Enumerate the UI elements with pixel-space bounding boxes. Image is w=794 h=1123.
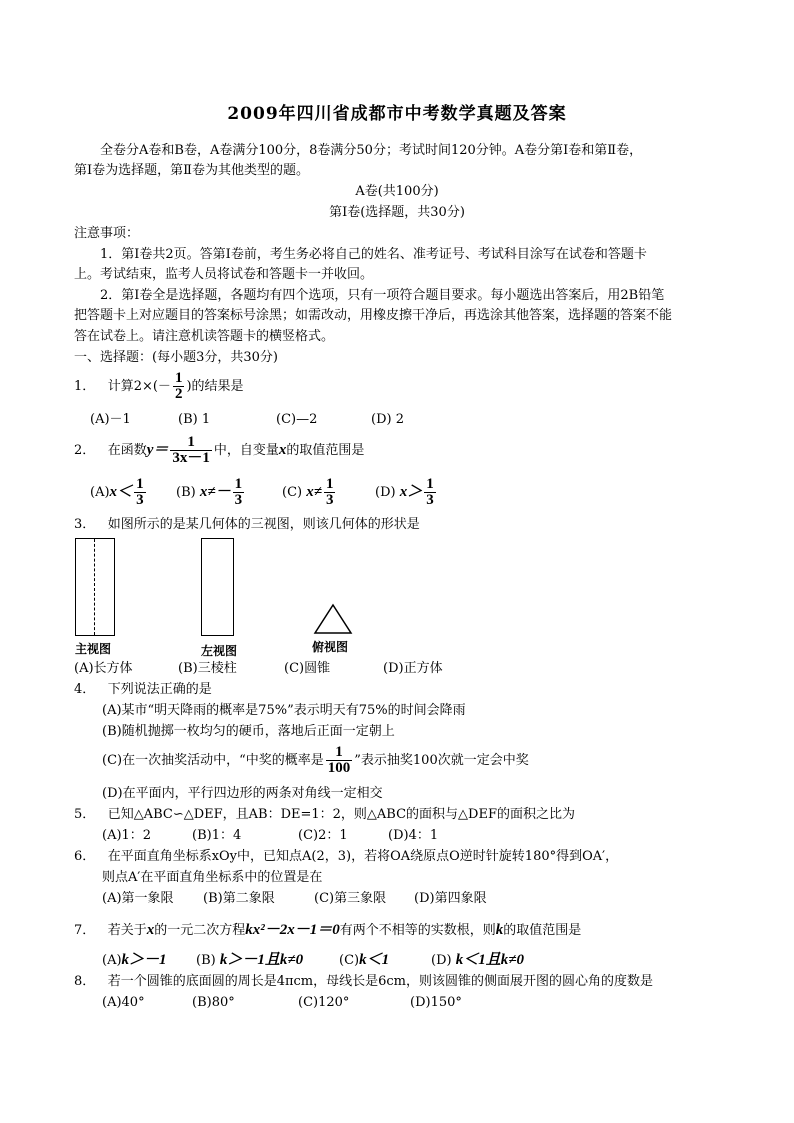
side-view-figure — [201, 538, 234, 636]
option-expr: x＞ — [399, 484, 423, 500]
question-3 — [74, 517, 420, 533]
question-number: 5． — [74, 807, 96, 822]
q1-option-d: (D) 2 — [371, 412, 404, 427]
fraction-numerator: 1 — [325, 476, 334, 492]
fraction — [134, 477, 146, 508]
q6-option-d: (D)第四象限 — [414, 891, 487, 906]
question-7-post2: 的取值范围是 — [503, 923, 582, 938]
front-view-figure — [75, 538, 115, 636]
fraction-denominator: 3 — [136, 492, 144, 508]
question-7-pre: 若关于 — [107, 923, 147, 938]
notice-1-line-1: 1．第Ⅰ卷共2页。答第Ⅰ卷前，考生务必将自己的姓名、准考证号、考试科目涂写在试卷和答题卡 — [100, 247, 647, 262]
q7-option-b — [196, 952, 303, 969]
option-label: (A) — [102, 953, 122, 968]
question-1-pre: 计算2×(－ — [107, 379, 171, 394]
q6-option-a: (A)第一象限 — [102, 891, 174, 906]
fraction — [324, 477, 336, 508]
q1-option-a: (A)－1 — [90, 412, 131, 427]
option-label: (C) — [339, 953, 360, 968]
q8-option-c: (C)120° — [298, 995, 350, 1010]
equation: kx²－2x－1＝0 — [245, 922, 340, 938]
option-expr: x≠－ — [199, 484, 231, 500]
option-label: (D) — [375, 485, 396, 500]
question-6-line-1: 在平面直角坐标系xOy中，已知点A(2，3)，若将OA绕原点O逆时针旋转180°得到OA′， — [107, 849, 619, 864]
q4-option-c — [102, 745, 529, 777]
question-7 — [74, 922, 581, 939]
option-expr: k＞－1且k≠0 — [219, 952, 304, 968]
question-2-post2: 的取值范围是 — [286, 443, 365, 458]
function-y: y＝ — [146, 442, 169, 458]
q4-option-a: (A)某市“明天降雨的概率是75%”表示明天有75%的时间会降雨 — [102, 703, 466, 718]
fraction-numerator: 1 — [426, 476, 434, 492]
q6-option-b: (B)第二象限 — [203, 891, 275, 906]
q8-option-b: (B)80° — [192, 995, 235, 1010]
question-8 — [74, 974, 653, 990]
front-view-caption: 主视图 — [75, 642, 112, 656]
notice-2-line-1: 2．第Ⅰ卷全是选择题，各题均有四个选项，只有一项符合题目要求。每小题选出答案后，用2B铅笔 — [100, 288, 665, 303]
part-heading: 一、选择题：(每小题3分，共30分) — [74, 350, 278, 365]
fraction-numerator: 1 — [326, 745, 353, 761]
notice-2-line-2: 把答题卡上对应题目的答案标号涂黑；如需改动，用橡皮擦干净后，再选涂其他答案，选择题的答案不能 — [74, 308, 673, 323]
question-5 — [74, 807, 575, 823]
q7-option-c — [339, 952, 389, 969]
page-title: 2009年四川省成都市中考数学真题及答案 — [227, 104, 567, 124]
fraction-numerator: 1 — [174, 370, 183, 386]
q5-option-a: (A)1：2 — [102, 828, 152, 843]
option-label: (A) — [90, 485, 110, 500]
notice-1-line-2: 上。考试结束，监考人员将试卷和答题卡一并收回。 — [74, 267, 374, 282]
option-c-post: ”表示抽奖100次就一定会中奖 — [354, 753, 529, 768]
top-view-caption: 俯视图 — [312, 640, 349, 654]
option-expr: k＞－1 — [121, 952, 167, 968]
option-expr: x≠ — [306, 484, 322, 500]
q4-option-b: (B)随机抛掷一枚均匀的硬币，落地后正面一定朝上 — [102, 724, 395, 739]
question-number: 8． — [74, 974, 96, 989]
fraction-denominator: 3x－1 — [172, 450, 210, 466]
option-label: (B) — [176, 485, 196, 500]
question-number: 4． — [74, 682, 96, 697]
fraction-denominator: 2 — [174, 386, 183, 402]
option-expr: k＜1且k≠0 — [455, 952, 524, 968]
question-2-pre: 在函数 — [107, 443, 147, 458]
question-number: 2． — [74, 443, 96, 458]
question-4-text: 下列说法正确的是 — [107, 682, 212, 697]
q1-option-c: (C)—2 — [276, 412, 318, 427]
fraction — [326, 745, 353, 776]
question-2 — [74, 434, 364, 467]
option-expr: k＜1 — [359, 952, 390, 968]
option-expr: x＜ — [109, 484, 133, 500]
q1-option-b: (B) 1 — [178, 412, 211, 427]
question-number: 7． — [74, 923, 96, 938]
variable-k: k — [495, 922, 504, 938]
option-label: (C) — [282, 485, 303, 500]
q3-option-c: (C)圆锥 — [284, 661, 331, 676]
fraction-denominator: 3 — [325, 492, 334, 508]
q3-option-d: (D)正方体 — [383, 661, 443, 676]
question-3-text: 如图所示的是某几何体的三视图，则该几何体的形状是 — [107, 517, 420, 532]
q2-option-a — [90, 476, 148, 509]
fraction — [233, 477, 245, 508]
q5-option-d: (D)4：1 — [388, 828, 439, 843]
top-view-triangle — [313, 603, 353, 635]
question-7-post: 有两个不相等的实数根，则 — [339, 923, 496, 938]
q5-option-b: (B)1：4 — [192, 828, 242, 843]
q2-option-d — [375, 476, 438, 509]
question-7-mid: 的一元二次方程 — [154, 923, 246, 938]
option-c-pre: (C)在一次抽奖活动中，“中奖的概率是 — [102, 753, 324, 768]
fraction-denominator: 3 — [234, 492, 243, 508]
q7-option-a — [102, 952, 167, 969]
question-number: 3． — [74, 517, 96, 532]
question-8-text: 若一个圆锥的底面圆的周长是4πcm，母线长是6cm，则该圆锥的侧面展开图的圆心角的度数是 — [107, 974, 653, 989]
variable-x: x — [146, 922, 155, 938]
question-5-text: 已知△ABC∽△DEF，且AB：DE=1：2，则△ABC的面积与△DEF的面积之比为 — [107, 807, 575, 822]
notice-2-line-3: 答在试卷上。请注意机读答题卡的横竖格式。 — [74, 329, 335, 344]
q7-option-d — [431, 952, 524, 969]
q3-option-a: (A)长方体 — [74, 661, 133, 676]
q4-option-d: (D)在平面内，平行四边形的两条对角线一定相交 — [102, 786, 383, 801]
q6-option-c: (C)第三象限 — [314, 891, 387, 906]
intro-line-1: 全卷分A卷和B卷，A卷满分100分，8卷满分50分；考试时间120分钟。A卷分第Ⅰ卷和第Ⅱ卷， — [100, 143, 643, 158]
option-label: (D) — [431, 953, 452, 968]
fraction-denominator: 3 — [426, 492, 434, 508]
q5-option-c: (C)2：1 — [298, 828, 348, 843]
side-view-caption: 左视图 — [201, 644, 238, 658]
q3-option-b: (B)三棱柱 — [178, 661, 237, 676]
fraction-denominator: 100 — [327, 760, 351, 776]
question-2-post: 中，自变量 — [213, 443, 279, 458]
question-number: 6． — [74, 849, 96, 864]
question-number: 1． — [74, 379, 96, 394]
question-1-post: )的结果是 — [186, 379, 244, 394]
hidden-edge-line — [94, 539, 95, 635]
question-6-line-2: 则点A′在平面直角坐标系中的位置是在 — [102, 870, 323, 885]
section-1-heading: 第Ⅰ卷(选择题，共30分) — [329, 205, 465, 220]
q2-option-c — [282, 476, 337, 509]
question-4 — [74, 682, 212, 698]
fraction-numerator: 1 — [234, 476, 243, 492]
question-6 — [74, 849, 618, 865]
fraction-numerator: 1 — [136, 476, 144, 492]
question-1 — [74, 371, 244, 403]
fraction — [173, 371, 185, 402]
fraction — [170, 435, 212, 466]
section-a-heading: A卷(共100分) — [355, 184, 439, 199]
q8-option-d: (D)150° — [410, 995, 462, 1010]
q8-option-a: (A)40° — [102, 995, 145, 1010]
intro-line-2: 第Ⅰ卷为选择题，第Ⅱ卷为其他类型的题。 — [74, 163, 309, 178]
fraction-numerator: 1 — [170, 435, 212, 451]
option-label: (B) — [196, 953, 216, 968]
variable-x: x — [278, 442, 287, 458]
fraction — [424, 477, 436, 508]
notice-title: 注意事项： — [74, 226, 140, 241]
q2-option-b — [176, 476, 246, 509]
